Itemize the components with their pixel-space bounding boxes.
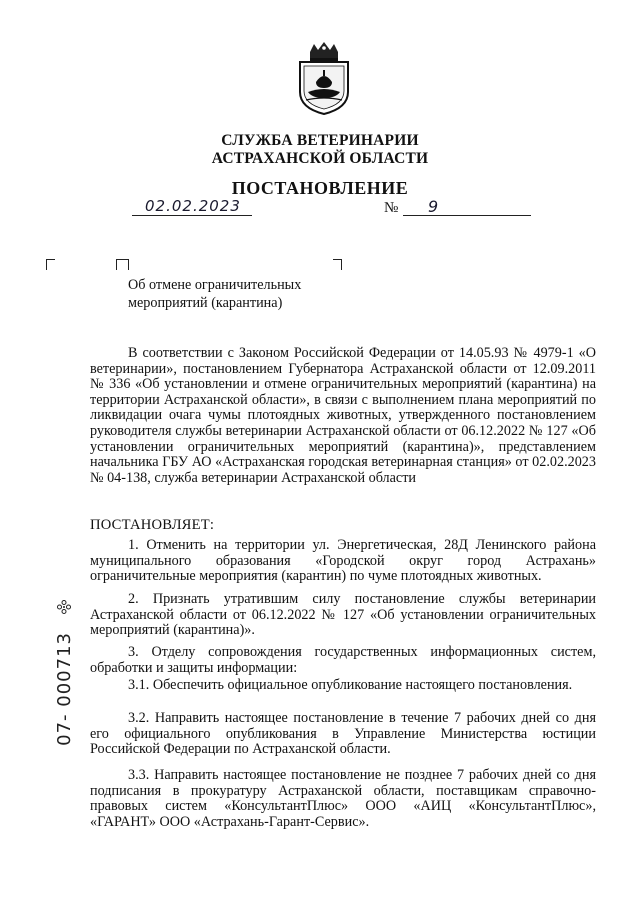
decree-heading: ПОСТАНОВЛЯЕТ:: [90, 517, 215, 533]
subject-line1: Об отмене ограничительных: [128, 277, 302, 293]
document-type-title: ПОСТАНОВЛЕНИЕ: [231, 178, 409, 198]
flower-ornament-icon: [57, 600, 71, 614]
item-1: 1. Отменить на территории ул. Энергетическая, 28Д Ленинского района муниципального образования «Городской округ город Астрахань» ограничительные мероприятия (карантин) по чуме плотоядных животных.: [90, 537, 596, 585]
coat-of-arms-emblem: [296, 40, 352, 116]
org-name-line2: АСТРАХАНСКОЙ ОБЛАСТИ: [211, 150, 429, 167]
corner-mark: [46, 259, 55, 270]
registration-number: 07- 000713: [53, 632, 75, 746]
document-date: 02.02.2023: [145, 197, 241, 215]
item-3-1: 3.1. Обеспечить официальное опубликование настоящего постановления.: [128, 677, 573, 693]
document-number: 9: [428, 197, 439, 216]
corner-mark: [120, 259, 129, 270]
preamble-paragraph: В соответствии с Законом Российской Федерации от 14.05.93 № 4979-1 «О ветеринарии», постановлением Губернатора Астраханской области от 12.09.2011 № 336 «Об установлении и отмене ограничительных мероприятий (карантина) на территории Астраханской области», в связи с выполнением плана мероприятий по ликвидации очага чумы плотоядных животных, утвержденного постановлением руководителя службы ветеринарии Астраханской области от 06.12.2022 № 127 «Об установлении ограничительных мероприятий (карантина)», представлением начальника ГБУ АО «Астраханская городская ветеринарная станция» от 02.02.2023 № 04-138, служба ветеринарии Астраханской области: [90, 345, 596, 486]
item-3: 3. Отделу сопровождения государственных информационных систем, обработки и защиты информации:: [90, 644, 596, 676]
corner-mark: [333, 259, 342, 270]
item-2: 2. Признать утратившим силу постановление службы ветеринарии Астраханской области от 06.12.2022 № 127 «Об установлении ограничительных мероприятий (карантина)».: [90, 591, 596, 639]
margin-stamp: [52, 600, 76, 780]
number-label: №: [384, 200, 399, 216]
item-3-2: 3.2. Направить настоящее постановление в течение 7 рабочих дней со дня его официального опубликования в Управление Министерства юстиции Российской Федерации по Астраханской области.: [90, 710, 596, 758]
number-underline: [403, 214, 531, 216]
item-3-3: 3.3. Направить настоящее постановление не позднее 7 рабочих дней со дня подписания в прокуратуру Астраханской области, поставщикам справочно-правовых систем «КонсультантПлюс» ООО «АИЦ «КонсультантПлюс», «ГАРАНТ» ООО «Астрахань-Гарант-Сервис».: [90, 767, 596, 830]
subject-line2: мероприятий (карантина): [128, 295, 283, 311]
document-subject: [128, 276, 348, 312]
org-name-line1: СЛУЖБА ВЕТЕРИНАРИИ: [221, 132, 419, 149]
